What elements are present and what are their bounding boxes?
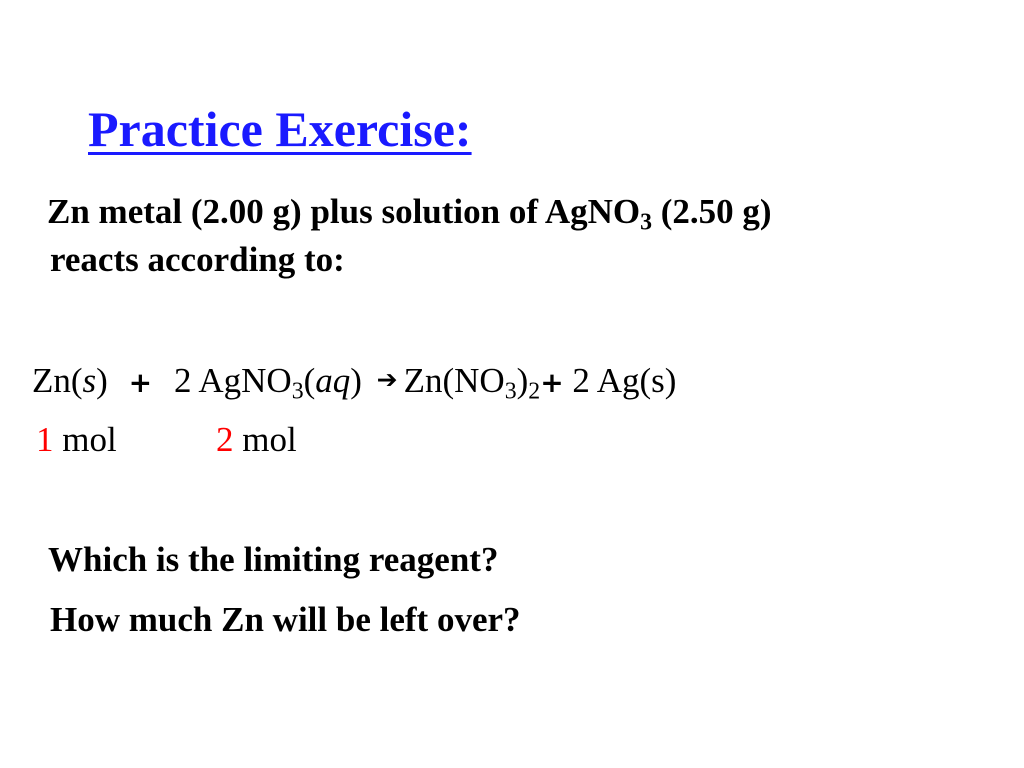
state-solid: s [82,361,97,400]
slide-title: Practice Exercise: [88,101,472,157]
question-limiting-reagent: Which is the limiting reagent? [48,540,499,579]
plus-sign-2: + [540,366,564,399]
product-zinc-nitrate: $Zn(NO_3)_2$ [403,361,541,405]
agno3-mole-number: 2 [216,420,234,459]
zn-mole-unit: mol [53,420,117,459]
zn-mole-number: 1 [36,420,54,459]
reactant-agno3: 2 AgNO$_3$(aq) [174,361,362,405]
statement-subscript: 3 [640,209,653,236]
statement-text: Zn metal (2.00 g) plus solution of AgNO [47,192,641,231]
state-aqueous: aq [315,361,351,400]
question-zn-left-over: How much Zn will be left over? [50,600,521,639]
problem-statement-line-2 [50,242,345,277]
agno3-mole-unit: mol [233,420,297,459]
problem-statement-line-1 [47,192,772,236]
plus-sign: + [128,366,153,399]
reaction-arrow-icon: ➔ [376,365,398,394]
chemical-equation [32,361,677,405]
reactant-zn: Zn(s) [32,361,108,400]
mole-ratio-agno3 [216,422,297,457]
statement-mass: (2.50 g) [652,192,772,231]
mole-ratio-zn [36,422,117,457]
product-silver: 2 Ag(s) [563,361,677,400]
statement-text-2: reacts according to: [50,240,345,279]
